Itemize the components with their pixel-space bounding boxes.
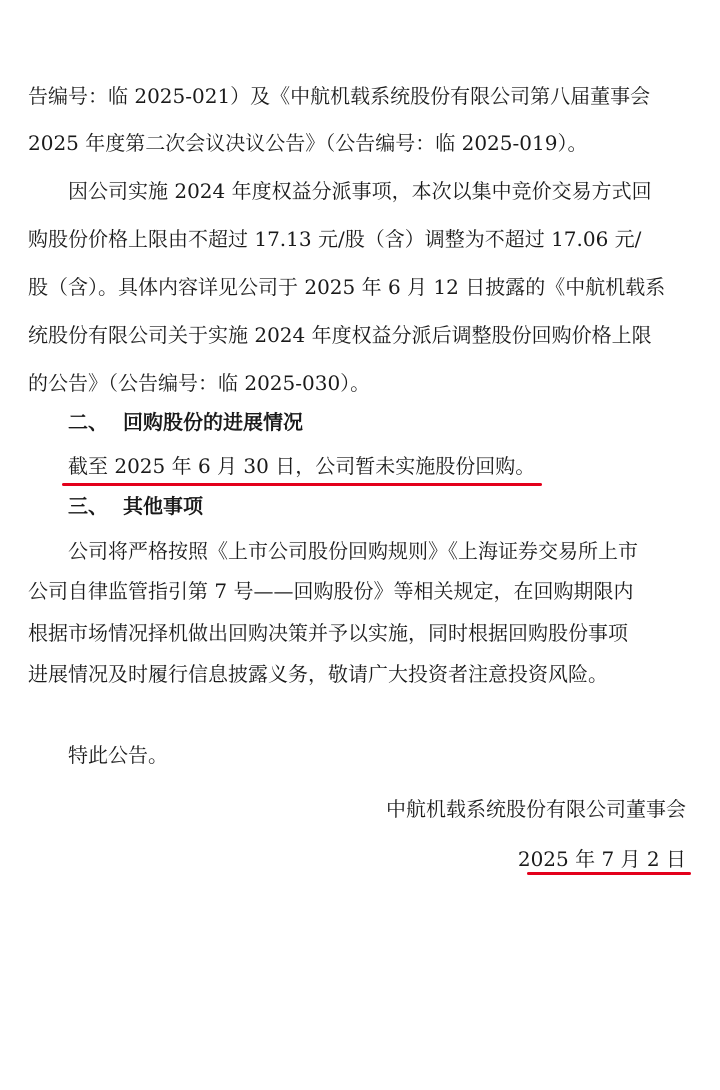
paragraph-2-line-1: 因公司实施 2024 年度权益分派事项，本次以集中竞价交易方式回 [68,179,652,203]
closing-notice: 特此公告。 [68,743,168,767]
section-3-line-3: 根据市场情况择机做出回购决策并予以实施，同时根据回购股份事项 [28,621,628,645]
section-3-title: 其他事项 [123,494,203,518]
section-2-body: 截至 2025 年 6 月 30 日，公司暂未实施股份回购。 [68,454,536,478]
section-3-line-4: 进展情况及时履行信息披露义务，敬请广大投资者注意投资风险。 [28,662,608,686]
signature-date: 2025 年 7 月 2 日 [517,847,686,871]
section-3-line-2: 公司自律监管指引第 7 号——回购股份》等相关规定，在回购期限内 [28,579,634,603]
section-3-heading [68,492,720,520]
paragraph-1-line-2: 2025 年度第二次会议决议公告》（公告编号：临 2025-019）。 [28,131,588,155]
section-2-number: 二、 [68,410,108,434]
red-underline-date-annotation [527,872,691,875]
paragraph-2-line-3: 股（含）。具体内容详见公司于 2025 年 6 月 12 日披露的《中航机载系 [28,275,666,299]
paragraph-2-line-5: 的公告》（公告编号：临 2025-030）。 [28,371,371,395]
section-2-title: 回购股份的进展情况 [123,410,303,434]
paragraph-2-line-4: 统股份有限公司关于实施 2024 年度权益分派后调整股份回购价格上限 [28,323,652,347]
signatory: 中航机载系统股份有限公司董事会 [386,797,686,821]
paragraph-2-line-2: 购股份价格上限由不超过 17.13 元/股（含）调整为不超过 17.06 元/ [28,227,642,251]
section-3-line-1: 公司将严格按照《上市公司股份回购规则》《上海证券交易所上市 [68,539,638,563]
red-underline-annotation [62,483,542,486]
section-3-number: 三、 [68,494,108,518]
paragraph-1-line-1: 告编号：临 2025-021）及《中航机载系统股份有限公司第八届董事会 [28,84,651,108]
section-2-heading [68,408,720,436]
